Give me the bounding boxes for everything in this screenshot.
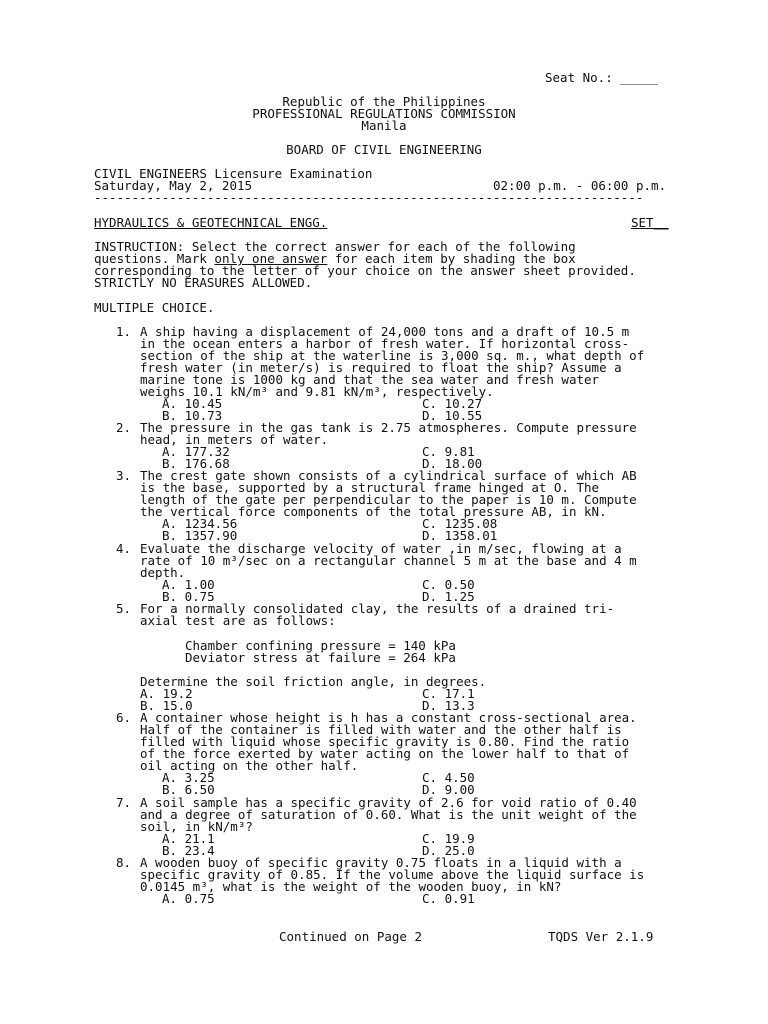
exam-date: Saturday, May 2, 2015 (94, 178, 253, 193)
question-text-line: and a degree of saturation of 0.60. What is the unit weight of the (140, 807, 637, 822)
question-text-line: length of the gate per perpendicular to the paper is 10 m. Compute (140, 492, 637, 507)
question-text-line: A soil sample has a specific gravity of 2.6 for void ratio of 0.40 (140, 795, 637, 810)
question-text-line: head, in meters of water. (140, 432, 329, 447)
option-c: C. 1235.08 (422, 516, 498, 531)
question-text-line: 0.0145 m³, what is the weight of the wooden buoy, in kN? (140, 879, 562, 894)
option-d: D. 1358.01 (422, 528, 498, 543)
option-a: A. 1234.56 (162, 516, 238, 531)
exam-title: CIVIL ENGINEERS Licensure Examination (94, 166, 373, 181)
question-text-line: Evaluate the discharge velocity of water ,in m/sec, flowing at a (140, 541, 622, 556)
exam-time: 02:00 p.m. - 06:00 p.m. (493, 178, 667, 193)
question-number: 3. (116, 468, 132, 483)
option-d: D. 25.0 (422, 843, 475, 858)
question-text-line: For a normally consolidated clay, the results of a drained tri- (140, 601, 615, 616)
question-text-line: A ship having a displacement of 24,000 tons and a draft of 10.5 m (140, 324, 630, 339)
instruction-line-1: INSTRUCTION: Select the correct answer for each of the following (94, 239, 576, 254)
question-number: 1. (116, 324, 132, 339)
question-text-line: the vertical force components of the total pressure AB, in kN. (140, 504, 607, 519)
set-label: SET__ (631, 215, 669, 230)
question-number: 8. (116, 855, 132, 870)
option-d: D. 13.3 (422, 698, 475, 713)
option-c: C. 9.81 (422, 444, 475, 459)
divider-line: ------------------------------------------------------------------------- (94, 192, 644, 205)
option-d: D. 18.00 (422, 456, 483, 471)
instruction-line-2: questions. Mark only one answer for each item by shading the box (94, 251, 576, 266)
question-number: 4. (116, 541, 132, 556)
option-b: B. 176.68 (162, 456, 230, 471)
given-deviator-stress: Deviator stress at failure = 264 kPa (185, 650, 456, 665)
option-c: C. 0.50 (422, 577, 475, 592)
option-d: D. 1.25 (422, 589, 475, 604)
seat-number: Seat No.: _____ (545, 70, 658, 85)
instruction-line-3: corresponding to the letter of your choice on the answer sheet provided. (94, 263, 636, 278)
option-b: B. 6.50 (162, 782, 215, 797)
question-text-line: in the ocean enters a harbor of fresh water. If horizontal cross- (140, 336, 630, 351)
question-number: 5. (116, 601, 132, 616)
question-text-line: Half of the container is filled with water and the other half is (140, 722, 622, 737)
given-confining-pressure: Chamber confining pressure = 140 kPa (185, 638, 456, 653)
header-republic: Republic of the Philippines (282, 94, 486, 109)
option-b: B. 23.4 (162, 843, 215, 858)
header-board: BOARD OF CIVIL ENGINEERING (286, 142, 482, 157)
option-b: B. 0.75 (162, 589, 215, 604)
option-a: A. 21.1 (162, 831, 215, 846)
question-text-line: section of the ship at the waterline is 3,000 sq. m., what depth of (140, 348, 645, 363)
option-a: A. 1.00 (162, 577, 215, 592)
question-number: 7. (116, 795, 132, 810)
section-title: MULTIPLE CHOICE. (94, 300, 215, 315)
question-text-line: filled with liquid whose specific gravity is 0.80. Find the ratio (140, 734, 630, 749)
option-c: C. 4.50 (422, 770, 475, 785)
instruction-emphasis: only one answer (214, 251, 328, 266)
question-text-line: The pressure in the gas tank is 2.75 atmospheres. Compute pressure (140, 420, 637, 435)
question-text-line: fresh water (in meter/s) is required to float the ship? Assume a (140, 360, 622, 375)
option-b: B. 1357.90 (162, 528, 238, 543)
option-b: B. 15.0 (140, 698, 193, 713)
subject-title: HYDRAULICS & GEOTECHNICAL ENGG. (94, 215, 328, 230)
question-text-line: oil acting on the other half. (140, 758, 359, 773)
footer-version: TQDS Ver 2.1.9 (548, 929, 654, 944)
header-city: Manila (361, 118, 407, 133)
footer-continued: Continued on Page 2 (279, 929, 422, 944)
instruction-line-4: STRICTLY NO ERASURES ALLOWED. (94, 275, 313, 290)
header-commission: PROFESSIONAL REGULATIONS COMMISSION (252, 106, 516, 121)
option-a: A. 0.75 (162, 891, 215, 906)
question-text-line: weighs 10.1 kN/m³ and 9.81 kN/m³, respectively. (140, 384, 494, 399)
question-number: 6. (116, 710, 132, 725)
option-a: A. 19.2 (140, 686, 193, 701)
question-text-line: The crest gate shown consists of a cylindrical surface of which AB (140, 468, 637, 483)
question-text-line: axial test are as follows: (140, 613, 336, 628)
question-text-line: soil, in kN/m³? (140, 819, 253, 834)
question-text-line: rate of 10 m³/sec on a rectangular channel 5 m at the base and 4 m (140, 553, 637, 568)
question-text-line: is the base, supported by a structural frame hinged at O. The (140, 480, 600, 495)
question-text-line: depth. (140, 565, 186, 580)
question-number: 2. (116, 420, 132, 435)
option-a: A. 10.45 (162, 396, 223, 411)
option-c: C. 0.91 (422, 891, 475, 906)
option-c: C. 19.9 (422, 831, 475, 846)
option-d: D. 9.00 (422, 782, 475, 797)
question-text-line: A container whose height is h has a constant cross-sectional area. (140, 710, 637, 725)
option-b: B. 10.73 (162, 408, 223, 423)
option-a: A. 177.32 (162, 444, 230, 459)
option-c: C. 10.27 (422, 396, 483, 411)
question-text-line: A wooden buoy of specific gravity 0.75 floats in a liquid with a (140, 855, 622, 870)
question-text-line: Determine the soil friction angle, in degrees. (140, 674, 487, 689)
question-text-line: specific gravity of 0.85. If the volume above the liquid surface is (140, 867, 645, 882)
question-text-line: marine tone is 1000 kg and that the sea water and fresh water (140, 372, 600, 387)
question-text-line: of the force exerted by water acting on the lower half to that of (140, 746, 630, 761)
option-a: A. 3.25 (162, 770, 215, 785)
option-c: C. 17.1 (422, 686, 475, 701)
option-d: D. 10.55 (422, 408, 483, 423)
